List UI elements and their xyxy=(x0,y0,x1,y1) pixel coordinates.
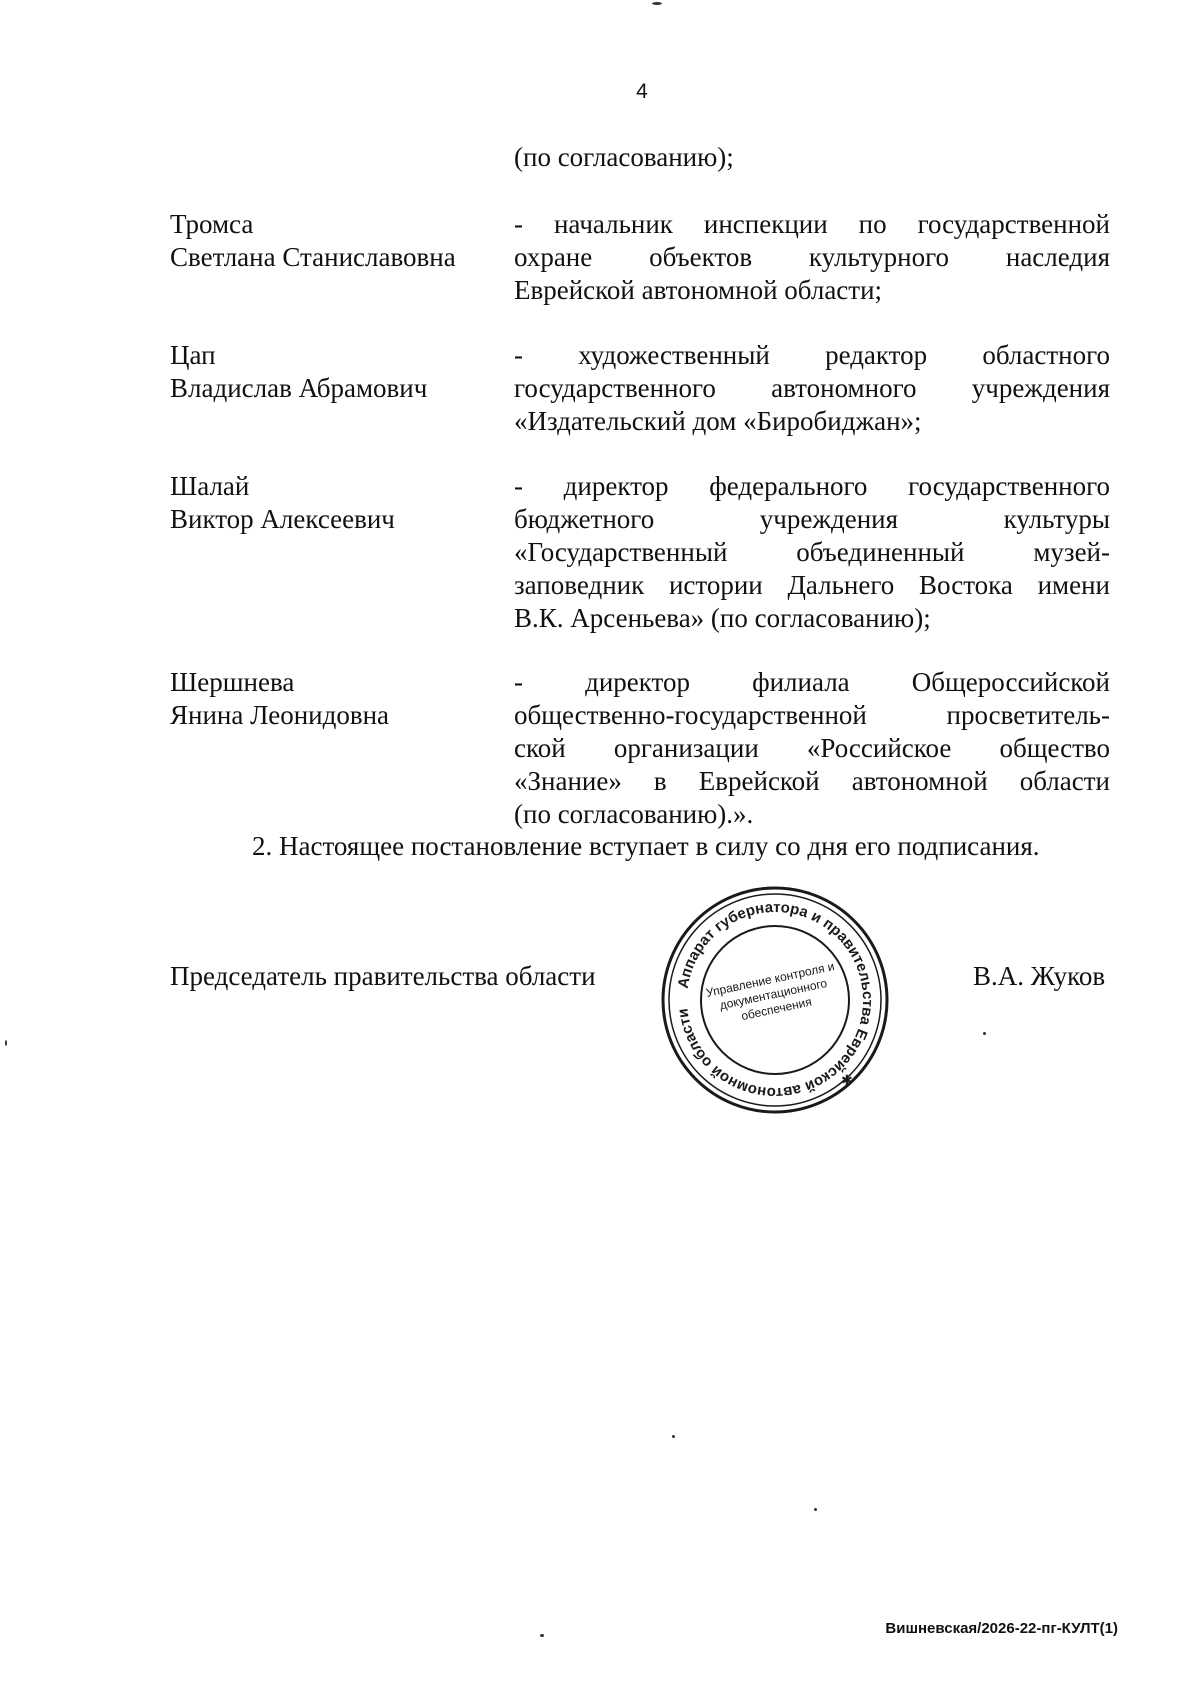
scan-speck xyxy=(983,1032,986,1035)
description-line: заповедник истории Дальнего Востока имени xyxy=(514,570,1110,600)
official-stamp xyxy=(655,880,895,1120)
member-description xyxy=(514,470,1110,635)
scan-speck xyxy=(5,1040,7,1046)
member-given-names: Светлана Станиславовна xyxy=(170,242,456,272)
signature-name: В.А. Жуков xyxy=(973,961,1106,991)
description-line: «Государственный объединенный музей- xyxy=(514,537,1110,567)
description-line: - директор филиала Общероссийской xyxy=(514,667,1110,697)
document-code: Вишневская/2026-22-пг-КУЛТ(1) xyxy=(885,1620,1118,1637)
description-line: бюджетного учреждения культуры xyxy=(514,504,1110,534)
description-line: «Знание» в Еврейской автономной области xyxy=(514,766,1110,796)
page-number: 4 xyxy=(636,80,648,103)
description-line: В.К. Арсеньева» (по согласованию); xyxy=(514,603,931,633)
description-line: охране объектов культурного наследия xyxy=(514,242,1110,272)
scan-speck xyxy=(672,1435,675,1438)
signature-title: Председатель правительства области xyxy=(170,961,596,991)
description-line: ской организации «Российское общество xyxy=(514,733,1110,763)
member-name xyxy=(170,208,490,274)
stamp-star-icon: ✱ xyxy=(841,1074,853,1089)
description-line: государственного автономного учреждения xyxy=(514,373,1110,403)
member-description xyxy=(514,666,1110,831)
member-description xyxy=(514,339,1110,438)
member-given-names: Владислав Абрамович xyxy=(170,373,428,403)
description-line: - художественный редактор областного xyxy=(514,340,1110,370)
member-description xyxy=(514,208,1110,307)
member-surname: Тромса xyxy=(170,209,254,239)
member-name xyxy=(170,666,490,732)
description-line: - начальник инспекции по государственной xyxy=(514,209,1110,239)
scan-speck xyxy=(814,1508,817,1511)
member-name xyxy=(170,339,490,405)
stamp-ring-text: Аппарат губернатора и правительства Еврейской автономной области xyxy=(674,898,877,1102)
clause-2: 2. Настоящее постановление вступает в силу со дня его подписания. xyxy=(252,831,1040,861)
member-given-names: Янина Леонидовна xyxy=(170,700,390,730)
description-line: Еврейской автономной области; xyxy=(514,275,883,305)
scan-speck xyxy=(652,2,662,5)
description-line: - директор федерального государственного xyxy=(514,471,1110,501)
continuation-text: (по согласованию); xyxy=(514,142,734,172)
scan-speck xyxy=(540,1634,544,1637)
member-surname: Шершнева xyxy=(170,667,295,697)
stamp-center-text: Управление контроля и документационного обеспечения xyxy=(704,959,836,1024)
description-line: «Издательский дом «Биробиджан»; xyxy=(514,406,922,436)
description-line: общественно-государственной просветитель- xyxy=(514,700,1110,730)
member-surname: Цап xyxy=(170,340,216,370)
member-name xyxy=(170,470,490,536)
member-given-names: Виктор Алексеевич xyxy=(170,504,395,534)
member-surname: Шалай xyxy=(170,471,250,501)
description-line: (по согласованию).». xyxy=(514,799,754,829)
